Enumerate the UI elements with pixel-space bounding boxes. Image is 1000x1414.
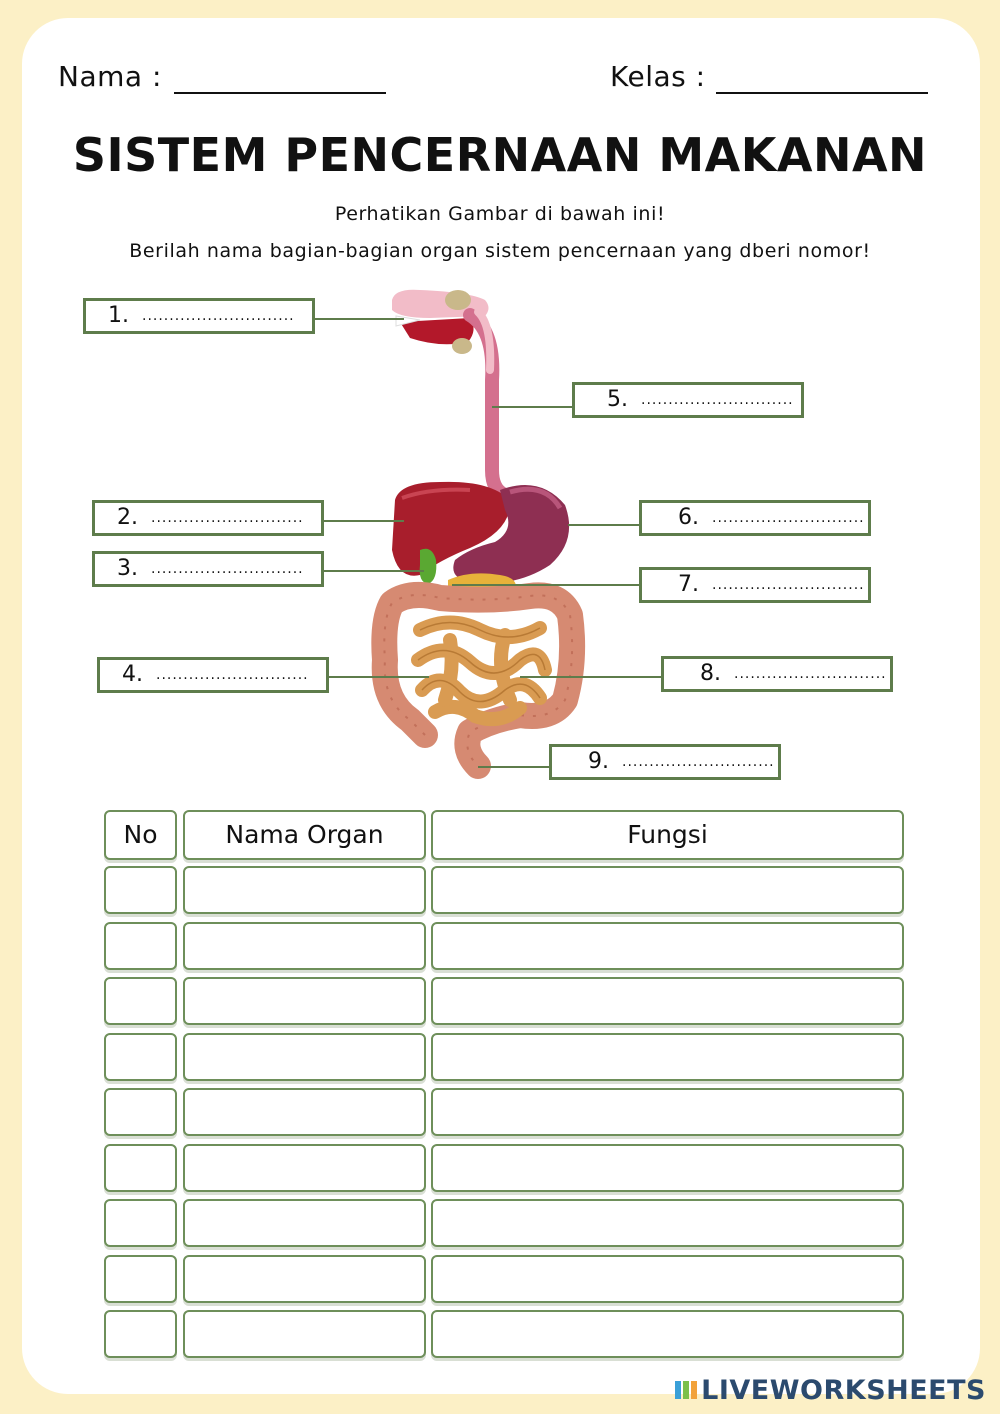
label-number-6: 6.	[678, 505, 699, 530]
table-cell-organ-row-4[interactable]	[183, 1033, 426, 1081]
label-dots-8: ............................	[734, 666, 887, 682]
label-number-5: 5.	[607, 387, 628, 412]
liveworksheets-logo-icon	[675, 1379, 697, 1401]
label-dots-1: ............................	[142, 308, 295, 324]
table-cell-no-row-6[interactable]	[104, 1144, 177, 1192]
label-number-3: 3.	[117, 556, 138, 581]
class-label: Kelas :	[610, 60, 706, 93]
label-dots-7: ............................	[712, 577, 865, 593]
table-cell-function-row-5[interactable]	[431, 1088, 904, 1136]
table-header-no: No	[104, 810, 177, 860]
connector-3	[324, 570, 424, 572]
table-cell-no-row-9[interactable]	[104, 1310, 177, 1358]
page-title: SISTEM PENCERNAAN MAKANAN	[72, 128, 928, 182]
table-cell-no-row-2[interactable]	[104, 922, 177, 970]
table-cell-function-row-4[interactable]	[431, 1033, 904, 1081]
connector-6	[568, 524, 640, 526]
name-label: Nama :	[58, 60, 162, 93]
label-dots-3: ............................	[151, 561, 304, 577]
label-number-1: 1.	[108, 303, 129, 328]
table-cell-function-row-7[interactable]	[431, 1199, 904, 1247]
large-intestine-illustration	[384, 595, 572, 766]
connector-4	[329, 676, 429, 678]
table-cell-no-row-4[interactable]	[104, 1033, 177, 1081]
instruction-2: Berilah nama bagian-bagian organ sistem pencernaan yang dberi nomor!	[129, 240, 871, 262]
table-cell-organ-row-1[interactable]	[183, 866, 426, 914]
table-cell-function-row-8[interactable]	[431, 1255, 904, 1303]
label-box-8[interactable]	[661, 656, 893, 692]
table-cell-function-row-9[interactable]	[431, 1310, 904, 1358]
label-box-7[interactable]	[639, 567, 871, 603]
table-cell-no-row-1[interactable]	[104, 866, 177, 914]
label-box-5[interactable]	[572, 382, 804, 418]
table-cell-no-row-5[interactable]	[104, 1088, 177, 1136]
label-number-9: 9.	[588, 749, 609, 774]
instruction-1: Perhatikan Gambar di bawah ini!	[334, 203, 666, 225]
label-number-8: 8.	[700, 661, 721, 686]
table-cell-no-row-7[interactable]	[104, 1199, 177, 1247]
table-cell-organ-row-5[interactable]	[183, 1088, 426, 1136]
table-cell-organ-row-3[interactable]	[183, 977, 426, 1025]
connector-1	[314, 318, 404, 320]
table-cell-organ-row-7[interactable]	[183, 1199, 426, 1247]
table-cell-no-row-3[interactable]	[104, 977, 177, 1025]
label-box-6[interactable]	[639, 500, 871, 536]
label-dots-4: ............................	[156, 667, 309, 683]
label-dots-2: ............................	[151, 510, 304, 526]
table-cell-organ-row-2[interactable]	[183, 922, 426, 970]
label-dots-9: ............................	[622, 754, 775, 770]
table-cell-function-row-3[interactable]	[431, 977, 904, 1025]
label-number-4: 4.	[122, 662, 143, 687]
label-box-4[interactable]	[97, 657, 329, 693]
connector-7	[452, 584, 640, 586]
table-cell-organ-row-9[interactable]	[183, 1310, 426, 1358]
connector-9	[478, 766, 550, 768]
label-dots-5: ............................	[641, 392, 794, 408]
table-cell-no-row-8[interactable]	[104, 1255, 177, 1303]
label-box-1[interactable]	[83, 298, 315, 334]
table-cell-organ-row-8[interactable]	[183, 1255, 426, 1303]
label-box-2[interactable]	[92, 500, 324, 536]
label-box-9[interactable]	[549, 744, 781, 780]
table-header-function: Fungsi	[431, 810, 904, 860]
connector-8	[520, 676, 662, 678]
table-cell-function-row-2[interactable]	[431, 922, 904, 970]
table-cell-function-row-6[interactable]	[431, 1144, 904, 1192]
table-cell-organ-row-6[interactable]	[183, 1144, 426, 1192]
label-number-7: 7.	[678, 572, 699, 597]
label-box-3[interactable]	[92, 551, 324, 587]
brand-logo	[675, 1375, 986, 1406]
brand-text: LIVEWORKSHEETS	[701, 1375, 986, 1406]
label-dots-6: ............................	[712, 510, 865, 526]
connector-5	[492, 406, 574, 408]
connector-2	[324, 520, 404, 522]
label-number-2: 2.	[117, 505, 138, 530]
table-header-organ: Nama Organ	[183, 810, 426, 860]
table-cell-function-row-1[interactable]	[431, 866, 904, 914]
